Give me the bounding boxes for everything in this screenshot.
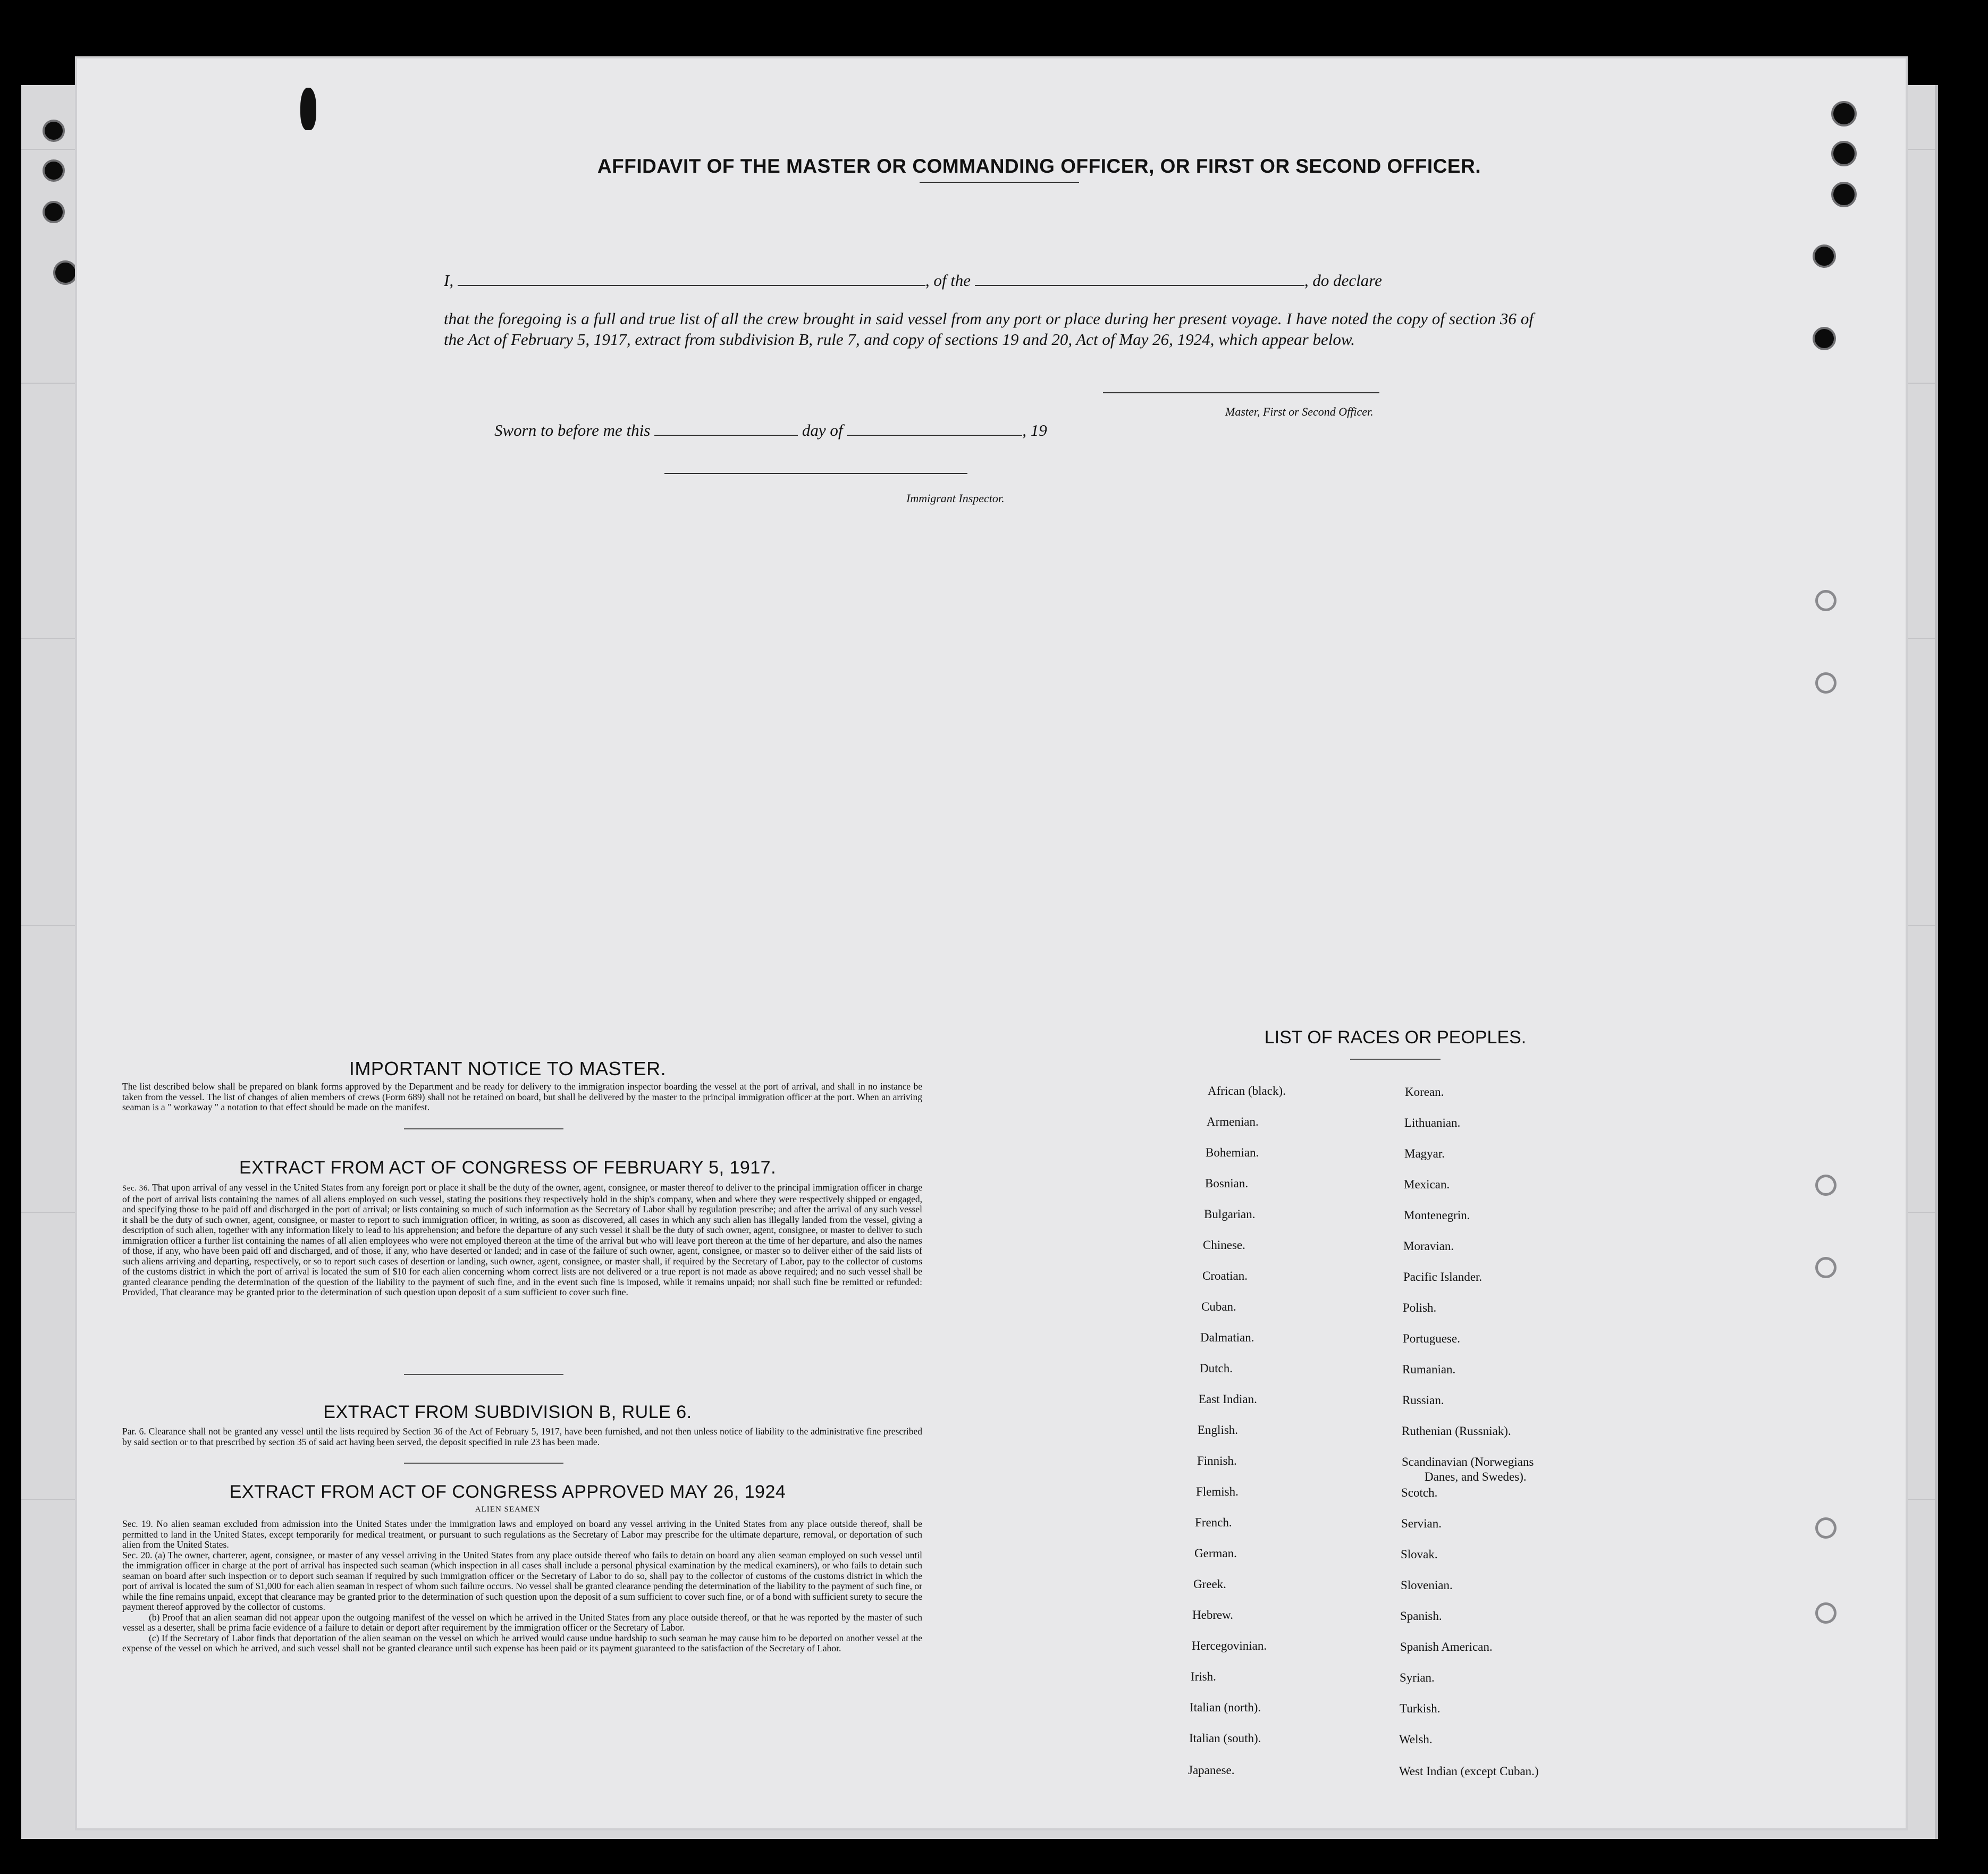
binder-hole xyxy=(1815,1517,1837,1539)
race-item: Croatian. xyxy=(1202,1269,1248,1282)
binder-hole xyxy=(43,201,65,223)
notice-title: IMPORTANT NOTICE TO MASTER. xyxy=(349,1058,667,1079)
race-item: Korean. xyxy=(1405,1085,1444,1099)
race-item: Slovak. xyxy=(1401,1548,1438,1561)
race-item: Portuguese. xyxy=(1403,1332,1460,1345)
divider xyxy=(1350,1059,1441,1060)
race-item: Pacific Islander. xyxy=(1403,1270,1482,1284)
extract-rule6-text: Par. 6. Clearance shall not be granted any vessel until the lists required by Section 36 of the Act of February 5, 1917, have been furnished, and not then unless notice of liability to the administrative fine prescribed by said section or to that prescribed by section 35 of said act having been served, the deposit specified in rule 23 has been made. xyxy=(122,1426,922,1447)
race-item: Magyar. xyxy=(1404,1147,1445,1160)
race-item: Spanish. xyxy=(1400,1609,1442,1623)
sec-36-body: That upon arrival of any vessel in the United States from any foreign port or place it shall be the duty of the owner, agent, consignee, or master thereof to deliver to the principal immigration officer in charge of the port of arrival lists containing the names of all aliens employed on such vessel, stating the positions they respectively hold in the ship's company, when and where they were respectively shipped or engaged, and specifying those to be paid off and discharged in the port of arrival; or lists containing so much of such information as the Secretary of Labor shall by regulation prescribe; and after the arrival of any such vessel it shall be the duty of such owner, agent, consignee, or master to report to such immigration officer, in writing, as soon as discovered, all cases in which any such alien has illegally landed from the vessel, giving a description of such alien, together with any information likely to lead to his apprehension; and before the departure of any such vessel it shall be the duty of such owner, agent, consignee, or master to deliver to such immigration officer a further list containing the names of all alien employees who were not employed thereon at the time of the arrival but who will leave port thereon at the time of her departure, and also the names of those, if any, who have been paid off and discharged, and of those, if any, who have deserted or landed; and in case of the failure of such owner, agent, consignee, or master so to deliver either of the said lists of such aliens arriving and departing, respectively, or so to report such cases of desertion or landing, such owner, agent, consignee, or master shall, if required by the Secretary of Labor, pay to the collector of customs of the customs district in which the port of arrival is located the sum of $10 for each alien concerning whom correct lists are not delivered or a true report is not made as above required; and no such vessel shall be granted clearance pending the determination of the question of the liability to the payment of such fine, and in the event such fine is imposed, while it remains unpaid; nor shall such fine be remitted or refunded: Provided, That clearance may be granted prior to the determination of such question upon deposit of a sum sufficient to cover such fine. xyxy=(122,1182,922,1297)
sec-19-text: Sec. 19. No alien seaman excluded from admission into the United States under the immigration laws and employed on board any vessel arriving in the United States from any place outside thereof, shall be permitted to land in the United States, except temporarily for medical treatment, or pursuant to such regulations as the Secretary of Labor may prescribe for the ultimate departure, removal, or deportation of such alien from the United States. xyxy=(122,1518,922,1550)
divider xyxy=(404,1128,563,1129)
race-item: Greek. xyxy=(1193,1577,1226,1591)
alien-seamen-subtitle: ALIEN SEAMEN xyxy=(475,1505,541,1514)
sworn-prefix: Sworn to before me this xyxy=(494,421,651,440)
race-item: Bulgarian. xyxy=(1204,1208,1256,1221)
inspector-signature-line xyxy=(664,473,967,474)
race-item: Flemish. xyxy=(1196,1485,1239,1498)
binder-hole xyxy=(53,260,78,285)
affidavit-paragraph: that the foregoing is a full and true list of all the crew brought in said vessel from any port or place during her present voyage. I have noted the copy of section 36 of the Act of February 5, 1917, extract from subdivision B, rule 7, and copy of sections 19 and 20, Act of May 26, 1924, which appear below. xyxy=(444,309,1534,349)
race-item: Hercegovinian. xyxy=(1192,1639,1267,1652)
race-item: German. xyxy=(1194,1547,1237,1560)
sec-20a-text: Sec. 20. (a) The owner, charterer, agent, consignee, or master of any vessel arriving in the United States from any place outside thereof who fails to detain on board any alien seaman employed on such vessel until the immigration officer in charge at the port of arrival has inspected such seaman (which inspection in all cases shall include a personal physical examination by the medical examiners), or who fails to detain such seaman on board after such inspection or to deport such seaman if required by such immigration officer or the Secretary of Labor to do so, shall pay to the collector of customs of the customs district in which the port of arrival is located the sum of $1,000 for each alien seaman in respect of whom such failure occurs. No vessel shall be granted clearance pending the determination of the liability to the payment of such fine, or while the fine remains unpaid, except that clearance may be granted prior to the determination of such question upon the deposit of a sum sufficient to cover such fine, or of a bond with sufficient surety to secure the payment thereof approved by the collector of customs. xyxy=(122,1549,922,1612)
race-item: Italian (south). xyxy=(1189,1732,1261,1745)
sworn-date-blank[interactable] xyxy=(654,421,798,436)
race-item: Scandinavian (Norwegians xyxy=(1402,1455,1534,1468)
title-underline xyxy=(920,182,1079,183)
binder-hole xyxy=(1831,101,1857,126)
race-item: Dalmatian. xyxy=(1200,1331,1254,1344)
binder-hole xyxy=(1831,182,1857,207)
extract-1917-text xyxy=(122,1183,922,1298)
divider xyxy=(404,1374,563,1375)
races-title: LIST OF RACES OR PEOPLES. xyxy=(1264,1027,1527,1048)
affidavit-of-the: , of the xyxy=(925,271,971,290)
master-signature-caption: Master, First or Second Officer. xyxy=(1225,405,1374,418)
sworn-line xyxy=(494,421,1047,440)
divider xyxy=(404,1463,563,1464)
race-item: Finnish. xyxy=(1197,1454,1237,1467)
race-item: Armenian. xyxy=(1207,1115,1259,1128)
race-item: East Indian. xyxy=(1199,1392,1257,1406)
binder-hole xyxy=(1815,1257,1837,1278)
race-item: Irish. xyxy=(1191,1670,1216,1683)
race-item: Servian. xyxy=(1401,1517,1442,1530)
race-item: Italian (north). xyxy=(1190,1701,1261,1714)
race-item: Syrian. xyxy=(1400,1671,1435,1684)
race-item: Lithuanian. xyxy=(1404,1116,1461,1129)
binder-hole xyxy=(1815,590,1837,611)
manifest-page xyxy=(77,58,1906,1828)
vessel-blank[interactable] xyxy=(975,271,1304,286)
race-item: Bohemian. xyxy=(1206,1146,1259,1159)
binder-hole xyxy=(1815,1602,1837,1624)
affidavit-title: AFFIDAVIT OF THE MASTER OR COMMANDING OFFICER, OR FIRST OR SECOND OFFICER. xyxy=(597,155,1481,177)
race-item: Danes, and Swedes). xyxy=(1425,1470,1527,1483)
race-item: West Indian (except Cuban.) xyxy=(1399,1765,1539,1778)
race-item: Polish. xyxy=(1403,1301,1437,1314)
race-item: Spanish American. xyxy=(1400,1640,1493,1653)
race-item: Dutch. xyxy=(1200,1362,1233,1375)
race-item: Chinese. xyxy=(1203,1238,1245,1252)
race-item: Welsh. xyxy=(1399,1733,1433,1746)
binder-hole xyxy=(1813,327,1836,350)
race-item: Scotch. xyxy=(1401,1486,1438,1499)
sworn-year: , 19 xyxy=(1022,421,1047,440)
master-signature-line xyxy=(1103,392,1379,393)
sworn-month-blank[interactable] xyxy=(847,421,1022,436)
affidavit-i: I, xyxy=(444,271,454,290)
inspector-signature-caption: Immigrant Inspector. xyxy=(906,492,1005,505)
race-item: Cuban. xyxy=(1201,1300,1236,1313)
sworn-day-of: day of xyxy=(802,421,843,440)
extract-1917-title: EXTRACT FROM ACT OF CONGRESS OF FEBRUARY 5, 1917. xyxy=(239,1158,777,1178)
sec-20c-text: (c) If the Secretary of Labor finds that deportation of the alien seaman on the vessel on which he arrived would cause undue hardship to such seaman he may cause him to be deported on another vessel at the expense of the vessel on which he arrived, and such vessel shall not be granted clearance until such expense has been paid or its payment guaranteed to the satisfaction of the Secretary of Labor. xyxy=(122,1632,922,1653)
affidavit-do-declare: , do declare xyxy=(1304,271,1382,290)
extract-1924-text xyxy=(122,1519,922,1654)
race-item: Turkish. xyxy=(1400,1702,1441,1715)
race-item: Moravian. xyxy=(1403,1239,1454,1253)
race-item: Hebrew. xyxy=(1192,1608,1234,1622)
binder-hole xyxy=(1815,1175,1837,1196)
affidavit-line-1 xyxy=(444,271,1382,290)
ink-blot xyxy=(300,88,316,130)
binder-hole xyxy=(1813,244,1836,268)
sec-36-label: Sec. 36. xyxy=(122,1184,150,1193)
notice-text: The list described below shall be prepared on blank forms approved by the Department and be ready for delivery to the immigration inspector boarding the vessel at the port of arrival, and shall in no instance be taken from the vessel. The list of changes of alien members of crews (Form 689) shall not be retained on board, but shall be delivered by the master to the principal immigration officer at the port. When an arriving seaman is a " workaway " a notation to that effect should be made on the manifest. xyxy=(122,1081,922,1112)
extract-1924-title: EXTRACT FROM ACT OF CONGRESS APPROVED MAY 26, 1924 xyxy=(229,1482,786,1502)
race-item: French. xyxy=(1195,1516,1232,1529)
race-item: Japanese. xyxy=(1188,1763,1235,1777)
race-item: Bosnian. xyxy=(1205,1177,1249,1190)
race-item: African (black). xyxy=(1208,1084,1286,1098)
race-item: Russian. xyxy=(1402,1394,1444,1407)
binder-hole xyxy=(1815,672,1837,694)
name-blank[interactable] xyxy=(458,271,925,286)
binder-hole xyxy=(1831,141,1857,166)
binder-hole xyxy=(43,120,65,142)
race-item: Rumanian. xyxy=(1402,1363,1456,1376)
binder-hole xyxy=(43,159,65,182)
race-item: Mexican. xyxy=(1404,1178,1450,1191)
race-item: Ruthenian (Russniak). xyxy=(1402,1424,1511,1438)
race-item: Slovenian. xyxy=(1401,1578,1453,1592)
race-item: Montenegrin. xyxy=(1404,1209,1470,1222)
sec-20b-text: (b) Proof that an alien seaman did not appear upon the outgoing manifest of the vessel on which he arrived in the United States from any place outside thereof, or that he was reported by the master of such vessel as a deserter, shall be prima facie evidence of a failure to detain or deport after requirement by the immigration officer or the Secretary of Labor. xyxy=(122,1611,922,1633)
race-item: English. xyxy=(1198,1423,1239,1437)
extract-rule6-title: EXTRACT FROM SUBDIVISION B, RULE 6. xyxy=(323,1402,692,1422)
